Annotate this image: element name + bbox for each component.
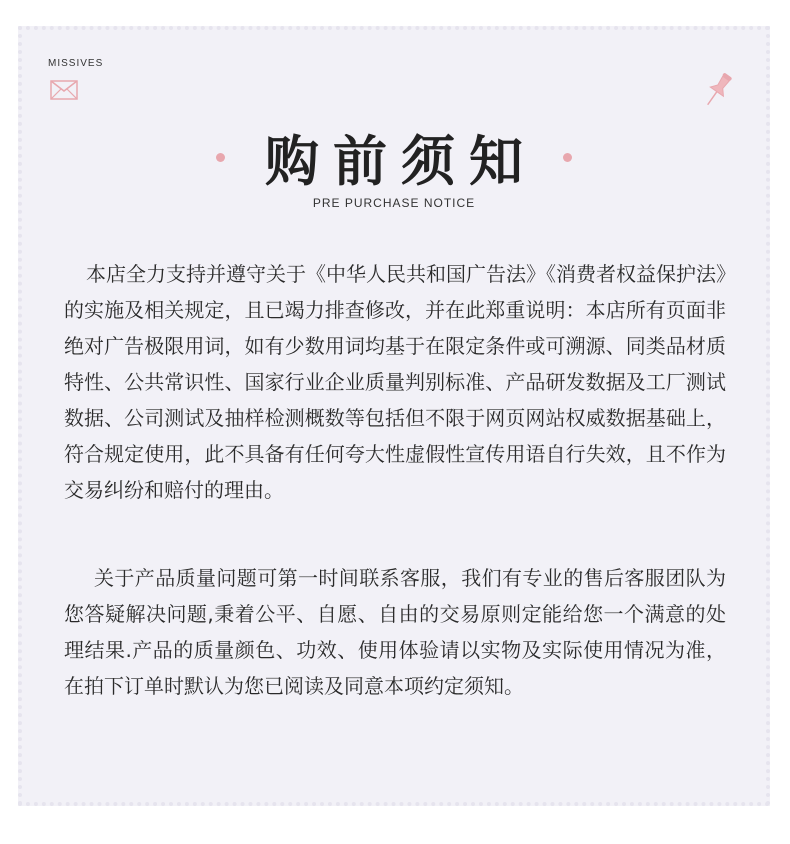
notice-paragraph-advertising-law: 本店全力支持并遵守关于《中华人民共和国广告法》《消费者权益保护法》的实施及相关规定，且已竭力排查修改，并在此郑重说明：本店所有页面非绝对广告极限用词，如有少数用词均基于在限定条件或可溯源、同类品材质特性、公共常识性、国家行业企业质量判别标准、产品研发数据及工厂测试数据、公司测试及抽样检测概数等包括但不限于网页网站权威数据基础上，符合规定使用，此不具备有任何夸大性虚假性宣传用语自行失效，且不作为交易纠纷和赔付的理由。: [64, 262, 726, 502]
title-dot-right: [563, 153, 572, 162]
missives-label: MISSIVES: [48, 58, 104, 69]
page-title: 购前须知: [265, 129, 537, 193]
notice-paragraph-quality-service: 关于产品质量问题可第一时间联系客服，我们有专业的售后客服团队为您答疑解决问题,秉着公平、自愿、自由的交易原则定能给您一个满意的处理结果.产品的质量颜色、功效、使用体验请以实物及实际使用情况为准，在拍下订单时默认为您已阅读及同意本项约定须知。: [64, 566, 726, 698]
notice-card: [18, 26, 770, 806]
title-row: [22, 122, 766, 192]
title-dot-left: [216, 153, 225, 162]
page-subtitle: PRE PURCHASE NOTICE: [312, 196, 476, 210]
pushpin-icon: [702, 70, 734, 110]
envelope-icon: [50, 80, 78, 100]
